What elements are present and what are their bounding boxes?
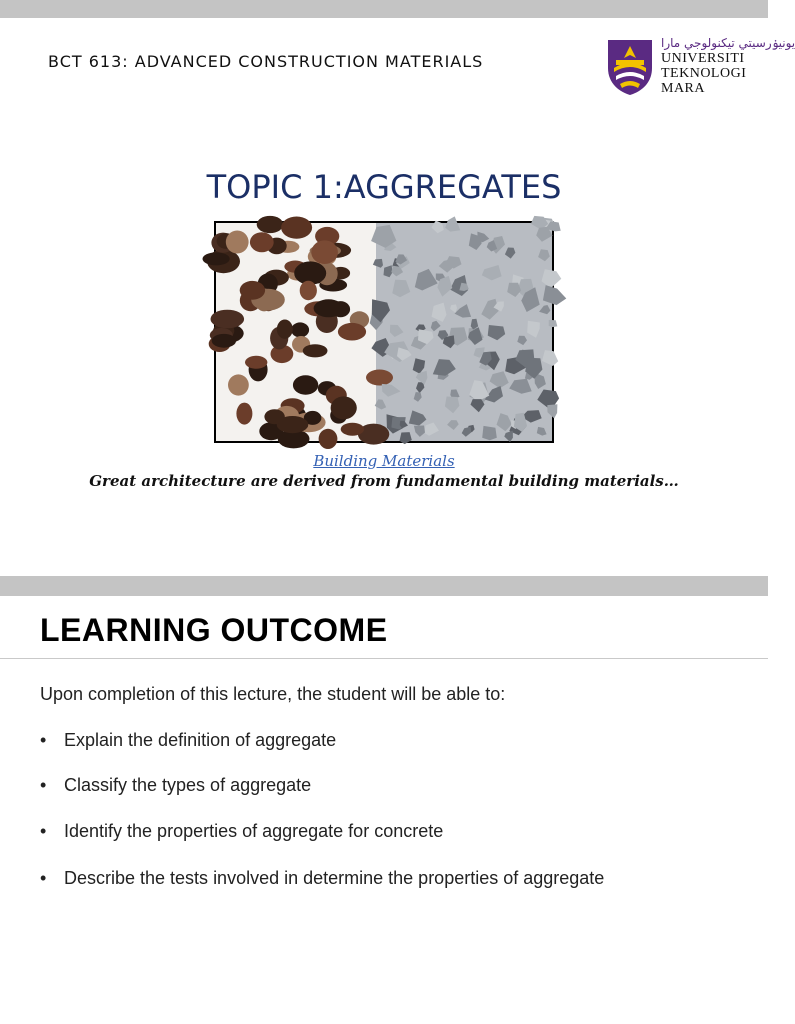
bullet-icon: •	[40, 775, 47, 795]
bullet-icon: •	[40, 868, 47, 888]
outcome-item: • Describe the tests involved in determine the properties of aggregate	[40, 868, 605, 888]
outcome-item: • Explain the definition of aggregate	[40, 730, 337, 750]
building-materials-link[interactable]: Building Materials	[313, 452, 455, 470]
learning-outcome-slide	[0, 596, 768, 1024]
logo-line-1: UNIVERSITI	[661, 51, 745, 66]
logo-line-2: TEKNOLOGI	[661, 66, 747, 81]
logo-jawi-text: يونيۏرسيتي تيكنولوجي مارا	[661, 36, 795, 50]
top-band	[0, 0, 768, 18]
aggregates-image	[216, 223, 552, 441]
title-slide	[0, 18, 795, 576]
topic-title: TOPIC 1:AGGREGATES	[206, 168, 562, 206]
outcome-item: • Classify the types of aggregate	[40, 775, 312, 795]
photo-caption: Great architecture are derived from fundamental building materials…	[89, 472, 679, 490]
outcome-item: • Identify the properties of aggregate for concrete	[40, 821, 444, 841]
intro-text: Upon completion of this lecture, the student will be able to:	[40, 684, 506, 704]
aggregates-photo	[214, 221, 554, 443]
uitm-logo	[606, 36, 795, 98]
slide-separator	[0, 576, 768, 596]
bullet-icon: •	[40, 730, 47, 750]
uitm-shield-icon	[606, 38, 654, 96]
logo-line-3: MARA	[661, 81, 706, 96]
learning-outcome-title: LEARNING OUTCOME	[40, 612, 388, 648]
course-title: BCT 613: ADVANCED CONSTRUCTION MATERIALS	[48, 52, 484, 71]
title-divider	[0, 658, 768, 659]
bullet-icon: •	[40, 821, 47, 841]
